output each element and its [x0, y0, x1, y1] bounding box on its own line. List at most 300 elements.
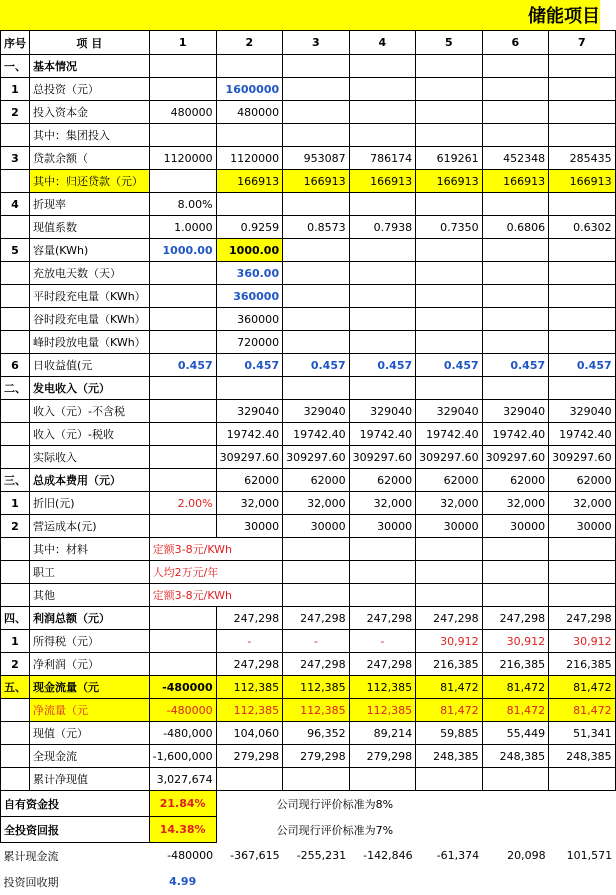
cell[interactable]: 19742.40: [416, 423, 483, 446]
cell[interactable]: 30000: [216, 515, 283, 538]
row-label[interactable]: 容量(KWh): [30, 239, 150, 262]
cell[interactable]: 166913: [216, 170, 283, 193]
row-seq: 2: [1, 653, 30, 676]
cell[interactable]: [283, 101, 350, 124]
cell[interactable]: [283, 78, 350, 101]
cell[interactable]: 30000: [549, 515, 616, 538]
cell[interactable]: [416, 377, 483, 400]
table-row: [1, 607, 616, 630]
cell[interactable]: [416, 561, 483, 584]
cell[interactable]: -480000: [149, 676, 216, 699]
cell[interactable]: 0.8573: [283, 216, 350, 239]
cell[interactable]: 32,000: [349, 492, 416, 515]
cell[interactable]: 0.9259: [216, 216, 283, 239]
cell[interactable]: 166913: [549, 170, 616, 193]
table-row: [1, 239, 616, 262]
cell[interactable]: 0.457: [549, 354, 616, 377]
cell[interactable]: 81,472: [549, 699, 616, 722]
cell[interactable]: [349, 124, 416, 147]
cell[interactable]: [416, 584, 483, 607]
cell[interactable]: [349, 239, 416, 262]
cell[interactable]: 81,472: [416, 699, 483, 722]
cell[interactable]: [549, 768, 616, 791]
cell[interactable]: [283, 331, 350, 354]
cell[interactable]: [416, 308, 483, 331]
cell[interactable]: 216,385: [416, 653, 483, 676]
cell[interactable]: [149, 653, 216, 676]
cell[interactable]: 81,472: [482, 676, 549, 699]
cumulative-cash-cell[interactable]: -255,231: [296, 849, 347, 862]
cell[interactable]: 309297.60: [216, 446, 283, 469]
cell[interactable]: 309297.60: [283, 446, 350, 469]
cell[interactable]: 112,385: [349, 676, 416, 699]
cell[interactable]: 247,298: [349, 607, 416, 630]
row-label[interactable]: 收入（元）-税收: [30, 423, 150, 446]
cell[interactable]: 248,385: [549, 745, 616, 768]
cell[interactable]: 0.7350: [416, 216, 483, 239]
cell[interactable]: [283, 193, 350, 216]
cell[interactable]: [549, 538, 616, 561]
cell[interactable]: 51,341: [549, 722, 616, 745]
cell[interactable]: 1600000: [216, 78, 283, 101]
cell[interactable]: 247,298: [283, 653, 350, 676]
cell[interactable]: [482, 308, 549, 331]
cumulative-cash-cell[interactable]: -142,846: [363, 849, 413, 862]
cell[interactable]: [216, 124, 283, 147]
cell[interactable]: [549, 101, 616, 124]
row-label[interactable]: 累计净现值: [30, 768, 150, 791]
row-label[interactable]: 基本情况: [30, 55, 150, 78]
cell[interactable]: -: [283, 630, 350, 653]
cell[interactable]: [349, 331, 416, 354]
cell[interactable]: [416, 538, 483, 561]
row-seq: 2: [1, 101, 30, 124]
cell[interactable]: 309297.60: [349, 446, 416, 469]
cell[interactable]: [149, 308, 216, 331]
cell[interactable]: [349, 308, 416, 331]
cell[interactable]: 452348: [482, 147, 549, 170]
cell[interactable]: [216, 377, 283, 400]
row-seq: 4: [1, 193, 30, 216]
cell[interactable]: 247,298: [349, 653, 416, 676]
cell[interactable]: -480000: [149, 699, 216, 722]
cell[interactable]: [349, 285, 416, 308]
cell[interactable]: 329040: [482, 400, 549, 423]
cell[interactable]: [149, 170, 216, 193]
cell[interactable]: 1.0000: [149, 216, 216, 239]
cell[interactable]: [482, 561, 549, 584]
cell[interactable]: [283, 377, 350, 400]
cell[interactable]: [149, 400, 216, 423]
cell[interactable]: 329040: [416, 400, 483, 423]
row-seq: 2: [1, 515, 30, 538]
own-capital-return-value[interactable]: 21.84%: [149, 791, 216, 817]
cell[interactable]: 0.6806: [482, 216, 549, 239]
cell[interactable]: [149, 630, 216, 653]
cell[interactable]: 32,000: [416, 492, 483, 515]
cell[interactable]: [482, 584, 549, 607]
row-label[interactable]: 现金流量（元: [30, 676, 150, 699]
row-label[interactable]: 净利润（元）: [30, 653, 150, 676]
cell[interactable]: [416, 331, 483, 354]
cell[interactable]: 329040: [349, 400, 416, 423]
row-label[interactable]: 现值（元）: [30, 722, 150, 745]
row-label[interactable]: 投入资本金: [30, 101, 150, 124]
row-label[interactable]: 其中：材料: [30, 538, 150, 561]
cumulative-cash-row: [1, 843, 616, 869]
row-seq: [1, 262, 30, 285]
cell[interactable]: 0.457: [349, 354, 416, 377]
cell[interactable]: [283, 262, 350, 285]
cell[interactable]: 112,385: [283, 676, 350, 699]
cumulative-cash-cell[interactable]: -367,615: [230, 849, 280, 862]
cell[interactable]: [283, 561, 350, 584]
cell[interactable]: 81,472: [416, 676, 483, 699]
cell[interactable]: 30000: [349, 515, 416, 538]
cell[interactable]: 19742.40: [482, 423, 549, 446]
row-seq: [1, 308, 30, 331]
cell[interactable]: [216, 193, 283, 216]
row-label[interactable]: 其他: [30, 584, 150, 607]
cell[interactable]: 786174: [349, 147, 416, 170]
cell[interactable]: [482, 538, 549, 561]
cell[interactable]: 216,385: [549, 653, 616, 676]
row-label[interactable]: 现值系数: [30, 216, 150, 239]
cell[interactable]: 19742.40: [349, 423, 416, 446]
cell[interactable]: [349, 55, 416, 78]
table-row: [1, 400, 616, 423]
cell[interactable]: [149, 331, 216, 354]
cell[interactable]: 166913: [283, 170, 350, 193]
cell[interactable]: [549, 239, 616, 262]
cell[interactable]: 55,449: [482, 722, 549, 745]
cell[interactable]: 247,298: [549, 607, 616, 630]
cell[interactable]: 329040: [216, 400, 283, 423]
cell[interactable]: [149, 262, 216, 285]
cell[interactable]: 247,298: [216, 607, 283, 630]
cell[interactable]: 人均2万元/年: [149, 561, 282, 584]
cell[interactable]: [149, 55, 216, 78]
cell[interactable]: [349, 262, 416, 285]
row-seq: [1, 745, 30, 768]
cell[interactable]: [416, 193, 483, 216]
cell[interactable]: -1,600,000: [149, 745, 216, 768]
cell[interactable]: 19742.40: [283, 423, 350, 446]
row-label[interactable]: 日收益值(元: [30, 354, 150, 377]
cell[interactable]: [283, 239, 350, 262]
cell[interactable]: 30000: [283, 515, 350, 538]
cell[interactable]: -480,000: [149, 722, 216, 745]
cell[interactable]: 62000: [283, 469, 350, 492]
cell[interactable]: 32,000: [549, 492, 616, 515]
row-label[interactable]: 峰时段放电量（KWh）: [30, 331, 150, 354]
cell[interactable]: [416, 768, 483, 791]
cell[interactable]: 0.457: [482, 354, 549, 377]
row-seq: [1, 285, 30, 308]
cell[interactable]: 81,472: [549, 676, 616, 699]
row-label[interactable]: 职工: [30, 561, 150, 584]
cell[interactable]: 480000: [149, 101, 216, 124]
cell[interactable]: [149, 446, 216, 469]
cell[interactable]: [283, 308, 350, 331]
cell[interactable]: 329040: [549, 400, 616, 423]
cell[interactable]: 247,298: [216, 653, 283, 676]
cell[interactable]: 19742.40: [216, 423, 283, 446]
cell[interactable]: 112,385: [349, 699, 416, 722]
cell[interactable]: [349, 193, 416, 216]
cell[interactable]: 0.457: [283, 354, 350, 377]
cell[interactable]: [349, 78, 416, 101]
cell[interactable]: 30000: [416, 515, 483, 538]
cumulative-cash-cell[interactable]: -61,374: [436, 849, 480, 862]
cell[interactable]: 166913: [482, 170, 549, 193]
cell[interactable]: 216,385: [482, 653, 549, 676]
row-label[interactable]: 其中：集团投入: [30, 124, 150, 147]
cell[interactable]: [416, 239, 483, 262]
cell[interactable]: 329040: [283, 400, 350, 423]
cell[interactable]: [283, 55, 350, 78]
row-label[interactable]: 所得税（元）: [30, 630, 150, 653]
cell[interactable]: [482, 262, 549, 285]
row-seq: 1: [1, 78, 30, 101]
cell[interactable]: [349, 561, 416, 584]
cell[interactable]: 32,000: [283, 492, 350, 515]
cell[interactable]: 0.457: [216, 354, 283, 377]
cell[interactable]: 0.7938: [349, 216, 416, 239]
cell[interactable]: [149, 78, 216, 101]
cell[interactable]: 248,385: [416, 745, 483, 768]
cell[interactable]: [283, 538, 350, 561]
cell[interactable]: [416, 262, 483, 285]
row-label[interactable]: 平时段充电量（KWh）: [30, 285, 150, 308]
row-label[interactable]: 充放电天数（天）: [30, 262, 150, 285]
cell[interactable]: 定额3-8元/KWh: [149, 538, 282, 561]
cell[interactable]: 32,000: [482, 492, 549, 515]
cell[interactable]: [349, 101, 416, 124]
cell[interactable]: 2.00%: [149, 492, 216, 515]
cell[interactable]: [549, 55, 616, 78]
row-label[interactable]: 贷款余额（: [30, 147, 150, 170]
cell[interactable]: 8.00%: [149, 193, 216, 216]
row-label[interactable]: 营运成本(元): [30, 515, 150, 538]
cell[interactable]: 285435: [549, 147, 616, 170]
cell[interactable]: 720000: [216, 331, 283, 354]
spreadsheet-table: [0, 30, 616, 895]
cell[interactable]: 166913: [349, 170, 416, 193]
cell[interactable]: [482, 285, 549, 308]
cell[interactable]: 247,298: [283, 607, 350, 630]
payback-label: 投资回收期: [3, 875, 59, 889]
title-banner: [0, 0, 600, 30]
cell[interactable]: 953087: [283, 147, 350, 170]
cell[interactable]: [549, 331, 616, 354]
cell[interactable]: [349, 538, 416, 561]
own-capital-return-note: 公司现行评价标准为8%: [276, 797, 394, 811]
cell[interactable]: 62000: [349, 469, 416, 492]
cell[interactable]: 360000: [216, 308, 283, 331]
cell[interactable]: 247,298: [482, 607, 549, 630]
payback-value[interactable]: 4.99: [169, 875, 197, 888]
cumulative-cash-cell[interactable]: 20,098: [507, 849, 546, 862]
header-col: 6: [482, 31, 549, 55]
cell[interactable]: [216, 768, 283, 791]
cell[interactable]: 1000.00: [216, 239, 283, 262]
table-row: [1, 78, 616, 101]
cell[interactable]: [149, 377, 216, 400]
row-label[interactable]: 发电收入（元）: [30, 377, 150, 400]
cell[interactable]: 19742.40: [549, 423, 616, 446]
row-label[interactable]: 净流量（元: [30, 699, 150, 722]
cell[interactable]: 30000: [482, 515, 549, 538]
cell[interactable]: [482, 193, 549, 216]
cell[interactable]: 59,885: [416, 722, 483, 745]
cell[interactable]: [549, 285, 616, 308]
cell[interactable]: [549, 561, 616, 584]
cell[interactable]: [149, 515, 216, 538]
cell[interactable]: 279,298: [283, 745, 350, 768]
cell[interactable]: [283, 768, 350, 791]
total-investment-return-value[interactable]: 14.38%: [149, 817, 216, 843]
row-label[interactable]: 实际收入: [30, 446, 150, 469]
cell[interactable]: 1120000: [149, 147, 216, 170]
cell[interactable]: 定额3-8元/KWh: [149, 584, 282, 607]
cell[interactable]: 112,385: [216, 699, 283, 722]
cell[interactable]: [283, 584, 350, 607]
table-row: [1, 170, 616, 193]
cell[interactable]: 62000: [416, 469, 483, 492]
cell[interactable]: [216, 55, 283, 78]
cell[interactable]: 619261: [416, 147, 483, 170]
cell[interactable]: 112,385: [283, 699, 350, 722]
row-seq: [1, 768, 30, 791]
cell[interactable]: [149, 469, 216, 492]
row-label[interactable]: 折旧(元): [30, 492, 150, 515]
cell[interactable]: 309297.60: [416, 446, 483, 469]
cell[interactable]: [549, 193, 616, 216]
table-row: [1, 331, 616, 354]
cell[interactable]: 309297.60: [549, 446, 616, 469]
cell[interactable]: 0.457: [416, 354, 483, 377]
row-label[interactable]: 总成本费用（元）: [30, 469, 150, 492]
cumulative-cash-cell[interactable]: -480000: [167, 849, 214, 863]
cell[interactable]: 30,912: [416, 630, 483, 653]
cell[interactable]: 360000: [216, 285, 283, 308]
table-row: [1, 308, 616, 331]
cell[interactable]: 1000.00: [149, 239, 216, 262]
cell[interactable]: 1120000: [216, 147, 283, 170]
cell[interactable]: 104,060: [216, 722, 283, 745]
cell[interactable]: 112,385: [216, 676, 283, 699]
cell[interactable]: [349, 377, 416, 400]
cell[interactable]: [549, 377, 616, 400]
cell[interactable]: [349, 584, 416, 607]
cell[interactable]: [149, 607, 216, 630]
header-seq: 序号: [1, 31, 30, 55]
cell[interactable]: 247,298: [416, 607, 483, 630]
table-row: [1, 745, 616, 768]
cell[interactable]: [283, 124, 350, 147]
cell[interactable]: [549, 584, 616, 607]
cell[interactable]: [482, 239, 549, 262]
empty-cell: [349, 869, 416, 895]
cell[interactable]: 30,912: [549, 630, 616, 653]
cell[interactable]: [549, 308, 616, 331]
cell[interactable]: [349, 768, 416, 791]
row-label[interactable]: 全现金流: [30, 745, 150, 768]
cell[interactable]: 62000: [482, 469, 549, 492]
cell[interactable]: 480000: [216, 101, 283, 124]
cell[interactable]: [482, 124, 549, 147]
cell[interactable]: 62000: [549, 469, 616, 492]
header-col: 4: [349, 31, 416, 55]
cell[interactable]: 62000: [216, 469, 283, 492]
table-row: [1, 55, 616, 78]
cell[interactable]: 309297.60: [482, 446, 549, 469]
cell[interactable]: 30,912: [482, 630, 549, 653]
row-label[interactable]: 利润总额（元）: [30, 607, 150, 630]
cell[interactable]: [416, 78, 483, 101]
row-seq: 1: [1, 492, 30, 515]
row-label[interactable]: 折现率: [30, 193, 150, 216]
cell[interactable]: 32,000: [216, 492, 283, 515]
cell[interactable]: 0.457: [149, 354, 216, 377]
cell[interactable]: 89,214: [349, 722, 416, 745]
cell[interactable]: [549, 78, 616, 101]
cell[interactable]: [416, 101, 483, 124]
cell[interactable]: 279,298: [349, 745, 416, 768]
sheet-title: 储能项目: [528, 6, 600, 27]
cumulative-cash-cell[interactable]: 101,571: [566, 849, 613, 862]
table-row: [1, 147, 616, 170]
cell[interactable]: [482, 101, 549, 124]
table-row: [1, 630, 616, 653]
cell[interactable]: [482, 55, 549, 78]
cell[interactable]: [149, 423, 216, 446]
table-row: [1, 285, 616, 308]
row-label[interactable]: 总投资（元）: [30, 78, 150, 101]
cell[interactable]: 3,027,674: [149, 768, 216, 791]
cell[interactable]: [482, 768, 549, 791]
cell[interactable]: [482, 331, 549, 354]
cell[interactable]: [149, 285, 216, 308]
row-label[interactable]: 其中：归还贷款（元）: [30, 170, 150, 193]
cell[interactable]: [416, 285, 483, 308]
cell[interactable]: 81,472: [482, 699, 549, 722]
cell[interactable]: 248,385: [482, 745, 549, 768]
cell[interactable]: -: [349, 630, 416, 653]
row-label[interactable]: 谷时段充电量（KWh）: [30, 308, 150, 331]
table-row: [1, 262, 616, 285]
empty-cell: [549, 869, 616, 895]
cell[interactable]: [549, 124, 616, 147]
cell[interactable]: [416, 124, 483, 147]
cell[interactable]: 96,352: [283, 722, 350, 745]
table-row: [1, 377, 616, 400]
cell[interactable]: 360.00: [216, 262, 283, 285]
cell[interactable]: [549, 262, 616, 285]
cell[interactable]: [482, 78, 549, 101]
cell[interactable]: [416, 55, 483, 78]
cell[interactable]: 166913: [416, 170, 483, 193]
cell[interactable]: 0.6302: [549, 216, 616, 239]
cell[interactable]: -: [216, 630, 283, 653]
cell[interactable]: 279,298: [216, 745, 283, 768]
cell[interactable]: [482, 377, 549, 400]
row-seq: 三、: [1, 469, 30, 492]
cell[interactable]: [283, 285, 350, 308]
row-label[interactable]: 收入（元）-不含税: [30, 400, 150, 423]
cell[interactable]: [149, 124, 216, 147]
